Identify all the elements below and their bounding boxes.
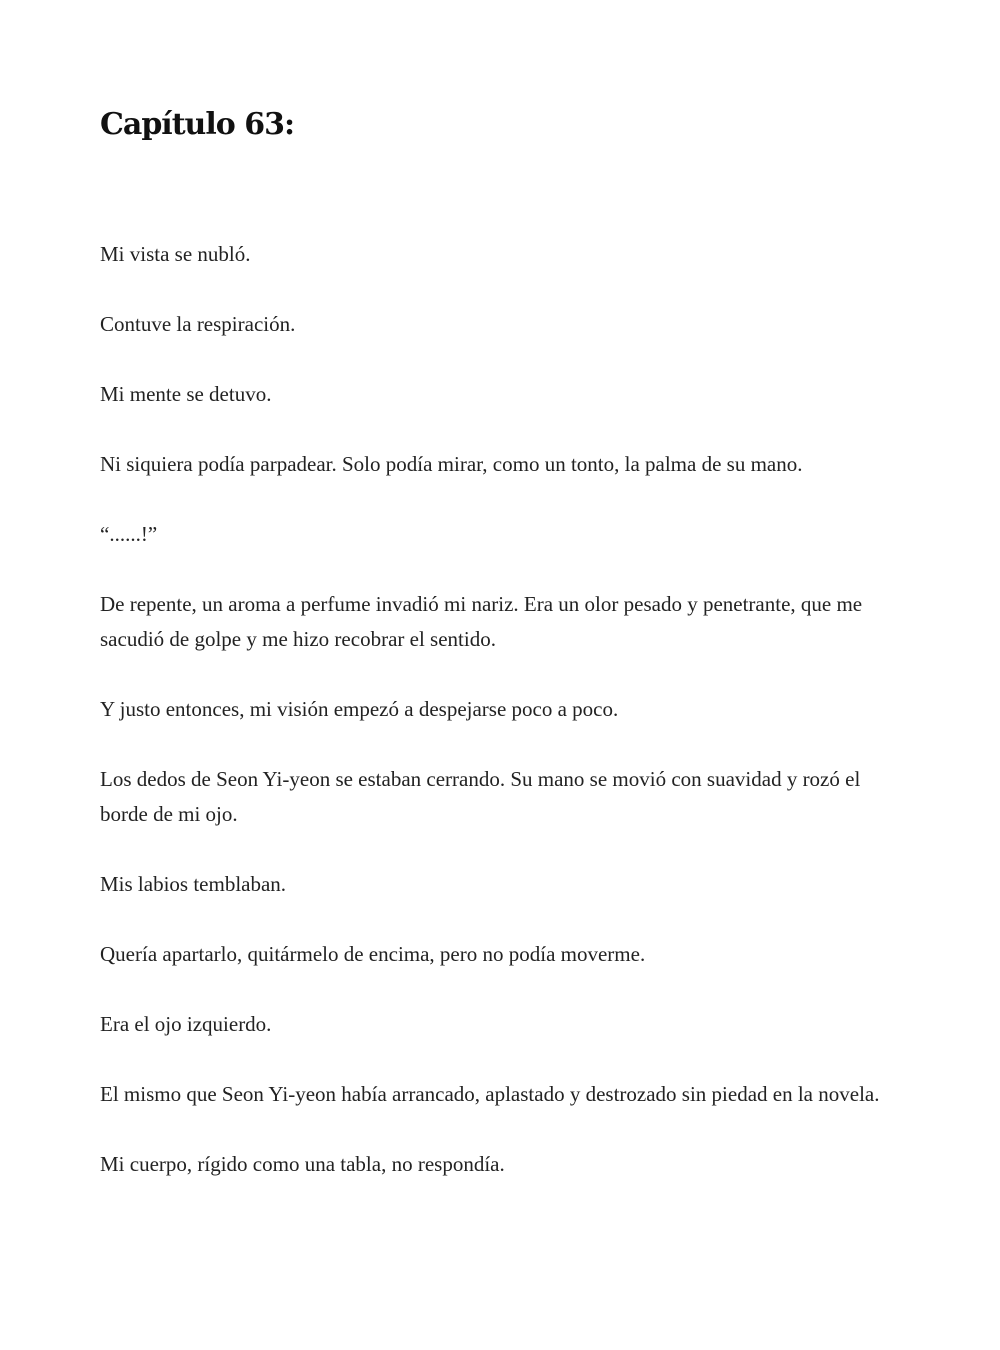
paragraph: El mismo que Seon Yi-yeon había arrancado, aplastado y destrozado sin piedad en la novela.	[100, 1082, 880, 1106]
paragraph: Mi cuerpo, rígido como una tabla, no respondía.	[100, 1152, 505, 1176]
paragraph: Mis labios temblaban.	[100, 872, 287, 896]
chapter-title: Capítulo 63:	[100, 107, 295, 142]
paragraph: Quería apartarlo, quitármelo de encima, pero no podía moverme.	[100, 942, 646, 966]
paragraph: Y justo entonces, mi visión empezó a despejarse poco a poco.	[100, 697, 619, 721]
paragraph: De repente, un aroma a perfume invadió mi nariz. Era un olor pesado y penetrante, que me sacudió de golpe y me hizo recobrar el sentido.	[100, 592, 863, 651]
paragraph: Contuve la respiración.	[100, 312, 296, 336]
paragraph: Era el ojo izquierdo.	[100, 1012, 272, 1036]
paragraph: “......!”	[100, 522, 158, 546]
chapter-body	[100, 237, 900, 1217]
paragraph: Mi vista se nubló.	[100, 242, 251, 266]
paragraph: Mi mente se detuvo.	[100, 382, 272, 406]
paragraph: Ni siquiera podía parpadear. Solo podía mirar, como un tonto, la palma de su mano.	[100, 452, 803, 476]
paragraph: Los dedos de Seon Yi-yeon se estaban cerrando. Su mano se movió con suavidad y rozó el borde de mi ojo.	[100, 767, 861, 826]
